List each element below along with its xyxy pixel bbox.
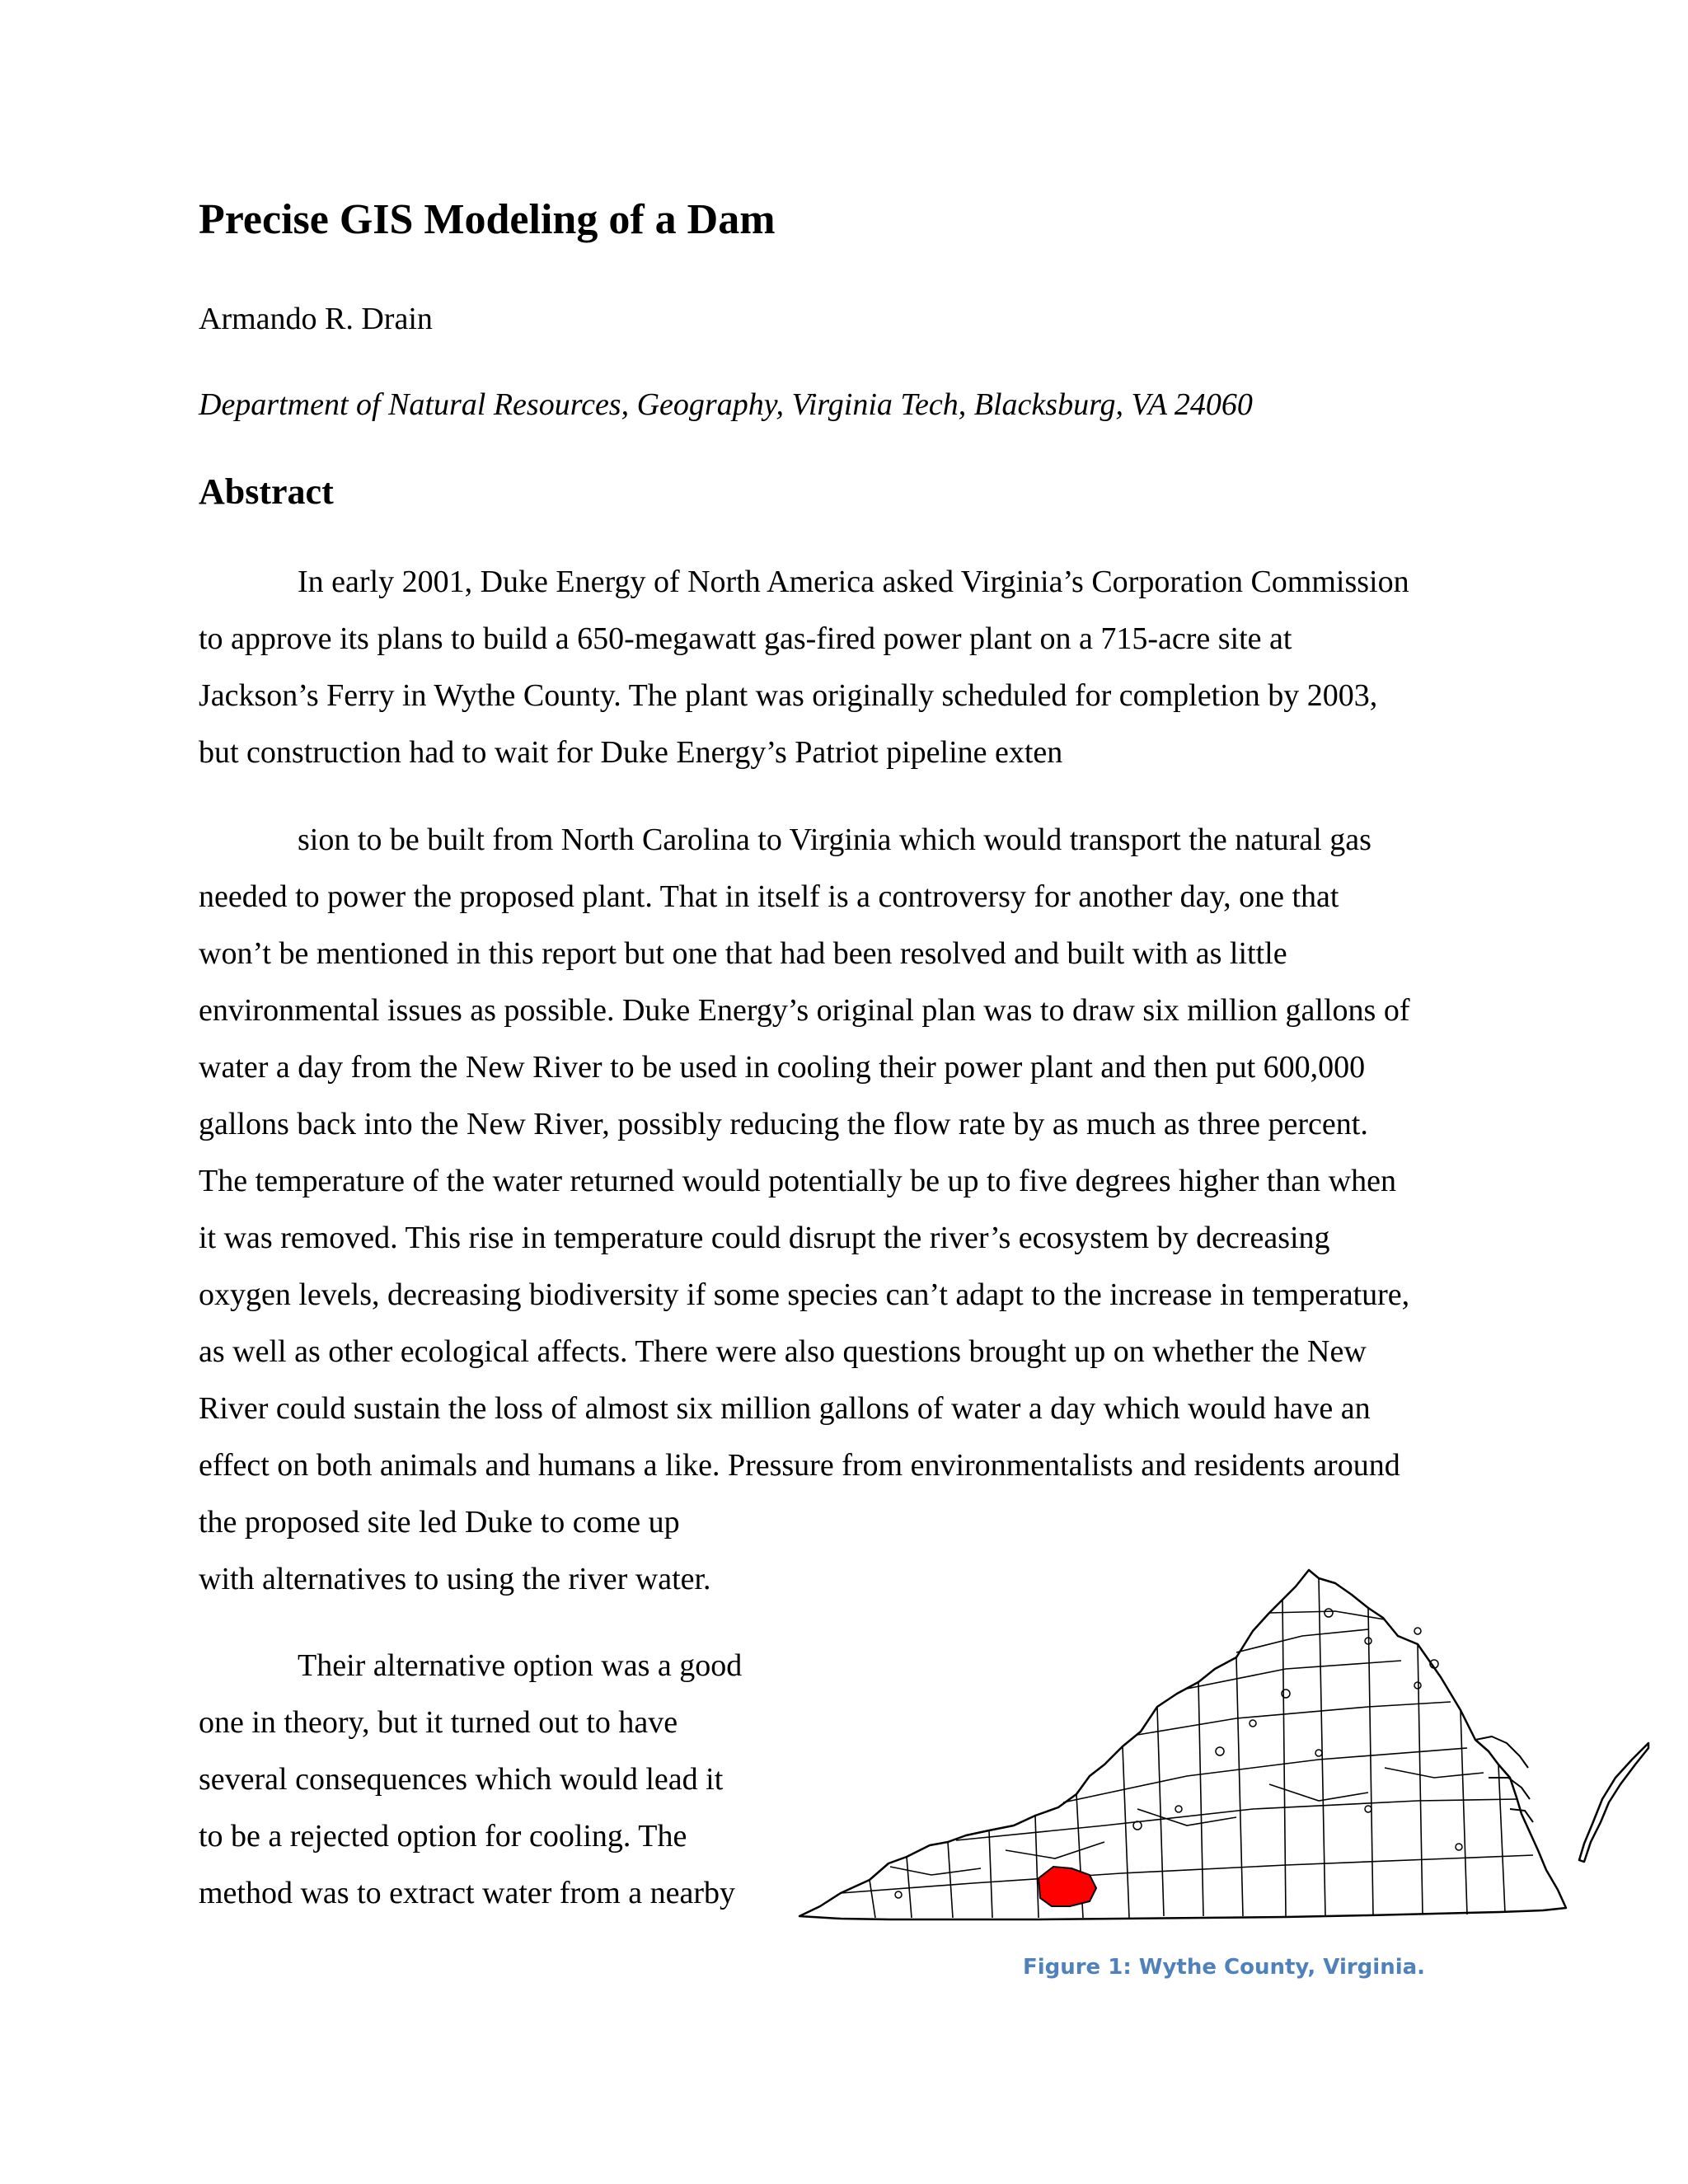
paragraph-2-line: The temperature of the water returned would potentially be up to five degrees higher than when	[199, 1164, 1396, 1198]
wythe-county-highlight	[1039, 1867, 1096, 1906]
paragraph-2-line: effect on both animals and humans a like. Pressure from environmentalists and residents around	[199, 1448, 1400, 1483]
paragraph-2-line: the proposed site led Duke to come up	[199, 1505, 680, 1540]
paragraph-2-line: won’t be mentioned in this report but one that had been resolved and built with as little	[199, 936, 1287, 971]
paragraph-2-line: it was removed. This rise in temperature could disrupt the river’s ecosystem by decreasing	[199, 1221, 1330, 1255]
paragraph-2-line: needed to power the proposed plant. That in itself is a controversy for another day, one that	[199, 879, 1339, 914]
paragraph-2-line: sion to be built from North Carolina to Virginia which would transport the natural gas	[298, 823, 1372, 857]
paragraph-2-line: water a day from the New River to be used in cooling their power plant and then put 600,000	[199, 1050, 1366, 1085]
paragraph-1-line: but construction had to wait for Duke Energy’s Patriot pipeline exten	[199, 735, 1063, 770]
abstract-heading: Abstract	[199, 471, 334, 512]
author-name: Armando R. Drain	[199, 302, 433, 336]
figure-caption: Figure 1: Wythe County, Virginia.	[1022, 1955, 1426, 1980]
paragraph-3-line: one in theory, but it turned out to have	[199, 1705, 678, 1740]
paragraph-2-line: oxygen levels, decreasing biodiversity if some species can’t adapt to the increase in temperature,	[199, 1277, 1410, 1312]
paragraph-3-line: to be a rejected option for cooling. The	[199, 1819, 687, 1854]
virginia-county-map-figure	[791, 1562, 1657, 1941]
paragraph-2-line: River could sustain the loss of almost six million gallons of water a day which would have an	[199, 1391, 1371, 1426]
paragraph-2-line: environmental issues as possible. Duke Energy’s original plan was to draw six million gallons of	[199, 993, 1410, 1028]
paragraph-1-line: Jackson’s Ferry in Wythe County. The plant was originally scheduled for completion by 2003,	[199, 678, 1378, 713]
paragraph-2-line: gallons back into the New River, possibly reducing the flow rate by as much as three percent.	[199, 1107, 1368, 1141]
paragraph-3-line: Their alternative option was a good	[298, 1648, 743, 1683]
paragraph-2-line: as well as other ecological affects. There were also questions brought up on whether the New	[199, 1334, 1367, 1369]
paragraph-3-line: several consequences which would lead it	[199, 1762, 724, 1797]
paragraph-2-line: with alternatives to using the river water.	[199, 1562, 711, 1596]
virginia-outline	[799, 1570, 1566, 1919]
eastern-shore	[1579, 1743, 1648, 1862]
paragraph-3-line: method was to extract water from a nearby	[199, 1876, 736, 1910]
author-affiliation: Department of Natural Resources, Geography, Virginia Tech, Blacksburg, VA 24060	[199, 387, 1253, 422]
virginia-map	[791, 1562, 1657, 1941]
paragraph-1-line: to approve its plans to build a 650-megawatt gas-fired power plant on a 715-acre site at	[199, 621, 1292, 656]
paragraph-1-line: In early 2001, Duke Energy of North America asked Virginia’s Corporation Commission	[298, 565, 1409, 599]
paper-title: Precise GIS Modeling of a Dam	[199, 196, 776, 243]
